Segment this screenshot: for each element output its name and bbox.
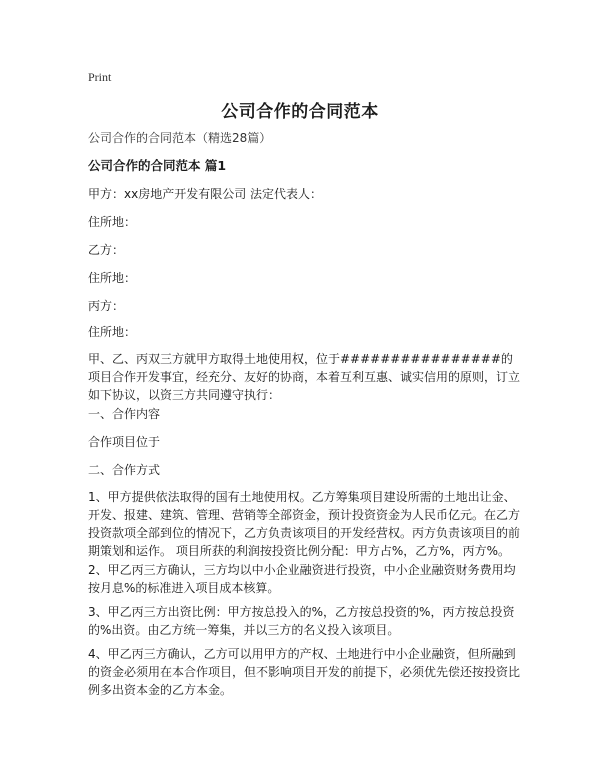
party-b-line: 乙方： [88,243,125,257]
party-b-address: 住所地： [88,271,137,285]
document-subtitle: 公司合作的合同范本（精选28篇） [88,131,272,145]
clause-item: 1、甲方提供依法取得的国有土地使用权。乙方筹集项目建设所需的土地出让金、开发、报建、建筑、管理、营销等全部资金，预计投资资金为人民币亿元。在乙方投资款项全部到位的情况下，乙方负责该项目的开发经营权。丙方负责该项目的前期策划和运作。 项目所获的利润按投资比例分配：甲方占%，乙方%，丙方%。 [88,490,521,558]
clause-item: 3、甲乙丙三方出资比例：甲方按总投入的%，乙方按总投资的%，丙方按总投资的%出资。由乙方统一筹集，并以三方的名义投入该项目。 [88,605,515,637]
party-a-address: 住所地： [88,215,137,229]
clause-item: 2、甲乙丙三方确认，三方均以中小企业融资进行投资，中小企业融资财务费用均按月息%的标准进入项目成本核算。 [88,563,516,595]
content-text: 合作项目位于 [88,435,161,449]
intro-paragraph: 甲、乙、丙双三方就甲方取得土地使用权，位于################的项目合作开发事宜，经充分、友好的协商，本着互利互惠、诚实信用的原则，订立如下协议，以资三方共同遵守执行： [88,352,521,402]
party-c-address: 住所地： [88,325,137,339]
print-link[interactable]: Print [88,70,112,84]
party-c-line: 丙方： [88,299,125,313]
clause-item: 4、甲乙丙三方确认，乙方可以用甲方的产权、土地进行中小企业融资，但所融到的资金必须用在本合作项目，但不影响项目开发的前提下，必须优先偿还按投资比例多出资本金的乙方本金。 [88,647,521,697]
section-title: 公司合作的合同范本 篇1 [88,158,227,173]
content-heading: 一、合作内容 [88,407,161,421]
party-a-line: 甲方：xx房地产开发有限公司 法定代表人： [88,187,323,201]
document-title: 公司合作的合同范本 [221,102,379,122]
method-heading: 二、合作方式 [88,463,161,477]
